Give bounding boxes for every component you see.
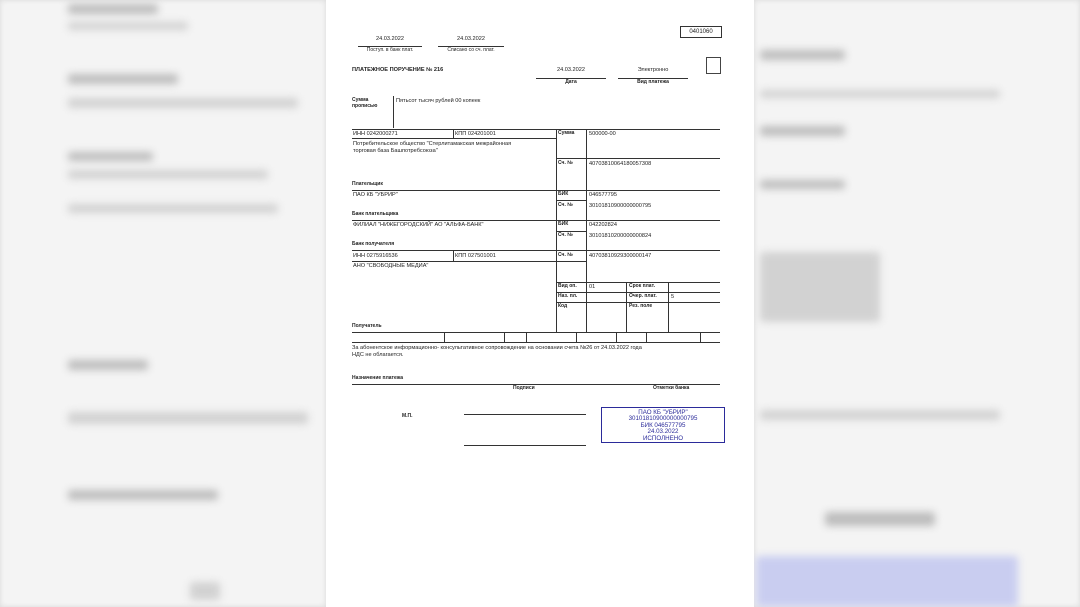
payer-name-2: торговая база Башпотребсоюза" [353, 148, 438, 154]
amount-words: Пятьсот тысяч рублей 00 копеек [396, 98, 481, 104]
debited-date: 24.03.2022 [457, 36, 485, 42]
bg-blur [68, 152, 153, 161]
grid-line [453, 129, 454, 138]
recipient-bank-name: ФИЛИАЛ "НИЖЕГОРОДСКИЙ" АО "АЛЬФА-БАНК" [353, 222, 484, 228]
bg-blur [760, 90, 1000, 98]
payer-bank-name: ПАО КБ "УБРИР" [353, 192, 398, 198]
amount-label: Сумма [558, 130, 575, 136]
recipient-bank-acct-label: Сч. № [558, 232, 573, 238]
purpose-label: Назначение платежа [352, 375, 404, 381]
op-type: 01 [589, 284, 596, 290]
grid-line [626, 282, 627, 332]
payment-mark-box [706, 57, 721, 74]
bg-blur [68, 22, 188, 30]
amount-value: 500000-00 [589, 131, 616, 137]
payer-account: 40703810064180057308 [589, 161, 652, 167]
pay-term-label: Срок плат. [629, 283, 655, 289]
grid-line [444, 332, 445, 342]
bg-blur [760, 252, 880, 322]
form-code: 0401060 [680, 26, 722, 38]
signature-line [464, 445, 586, 446]
stamp-line: ПАО КБ "УБРИР" [638, 409, 688, 416]
payment-type-label: Вид платежа [637, 79, 669, 85]
background-left [0, 0, 326, 607]
payer-name: Потребительское общество "Стерлитамакская межрайонная [353, 141, 512, 147]
op-type-label: Вид оп. [558, 283, 577, 289]
grid-line [352, 332, 720, 333]
payer-inn: ИНН 0242000271 [353, 131, 398, 137]
recipient-label: Получатель [352, 323, 382, 329]
grid-line [352, 190, 720, 191]
payer-bank-label: Банк плательщика [352, 211, 399, 217]
grid-line [352, 342, 720, 343]
grid-line [668, 282, 669, 332]
signature-line [464, 414, 586, 415]
payer-label: Плательщик [352, 181, 383, 187]
mp-label: М.П. [402, 413, 413, 419]
bg-blur [760, 50, 845, 60]
bank-marks-label: Отметки банка [653, 385, 690, 391]
recipient-bank-bik: 042202824 [589, 222, 617, 228]
stamp-line: 30101810900000000795 [628, 415, 698, 423]
recipient-bank-bik-label: БИК [558, 221, 569, 227]
bg-blur [68, 170, 268, 179]
debited-label: Списано со сч. плат. [447, 47, 495, 53]
payment-type: Электронно [637, 67, 669, 73]
bg-blur [68, 412, 308, 424]
stamp-line: 24.03.2022 [647, 428, 679, 436]
recipient-account: 40703810929300000147 [589, 253, 652, 259]
bg-blur [760, 180, 845, 189]
grid-line [556, 158, 720, 159]
bg-blur [756, 556, 1018, 607]
payment-order-document [326, 0, 754, 607]
bg-blur [190, 582, 220, 600]
bg-blur [68, 74, 178, 84]
received-date: 24.03.2022 [376, 36, 404, 42]
amount-words-label: Сумма [352, 97, 369, 103]
priority-label: Очер. плат. [629, 293, 657, 299]
code-label: Код [558, 303, 568, 309]
grid-line [504, 332, 505, 342]
purpose-code-label: Наз. пл. [558, 293, 578, 299]
payer-kpp: КПП 024201001 [455, 131, 496, 137]
order-date-label: Дата [565, 79, 577, 85]
grid-line [700, 332, 701, 342]
divider [393, 96, 394, 128]
amount-words-label-2: прописью [352, 103, 378, 109]
bg-blur [68, 360, 148, 370]
grid-line [352, 261, 556, 262]
bg-blur [68, 204, 278, 213]
bank-stamp [601, 407, 725, 443]
bg-blur [68, 490, 218, 500]
recipient-kpp: КПП 027501001 [455, 253, 496, 259]
grid-line [556, 261, 586, 262]
payer-account-label: Сч. № [558, 160, 573, 166]
stamp-line: БИК 046577795 [640, 421, 686, 429]
order-date: 24.03.2022 [557, 67, 585, 73]
payment-purpose-2: НДС не облагается. [352, 352, 404, 358]
payer-bank-corr-account: 30101810900000000795 [589, 203, 652, 209]
recipient-inn: ИНН 0275916536 [353, 253, 398, 259]
grid-line [453, 250, 454, 261]
recipient-bank-corr-account: 30101810200000000824 [589, 233, 652, 239]
grid-line [526, 332, 527, 342]
recipient-name: АНО "СВОБОДНЫЕ МЕДИА" [353, 263, 429, 269]
grid-line [576, 332, 577, 342]
document-title: ПЛАТЕЖНОЕ ПОРУЧЕНИЕ № 216 [352, 67, 444, 73]
signatures-label: Подписи [513, 385, 535, 391]
recipient-account-label: Сч. № [558, 252, 573, 258]
bg-blur [68, 98, 298, 108]
priority: 5 [671, 294, 675, 300]
bg-blur [68, 4, 158, 14]
stamp-line: ИСПОЛНЕНО [642, 434, 684, 442]
bg-blur [760, 126, 845, 136]
grid-line [352, 220, 720, 221]
bg-blur [825, 512, 935, 526]
payer-bank-acct-label: Сч. № [558, 202, 573, 208]
payer-bank-bik: 046577795 [589, 192, 617, 198]
grid-line [352, 250, 720, 251]
bg-blur [760, 410, 1000, 420]
reserve-label: Рез. поле [629, 303, 653, 309]
payment-purpose: За абонентское информационно- консультативное сопровождение на основании счета №26 от 24.03.2022 года [352, 345, 642, 351]
grid-line [352, 129, 720, 130]
recipient-bank-label: Банк получателя [352, 241, 395, 247]
grid-line [616, 332, 617, 342]
payer-bank-bik-label: БИК [558, 191, 569, 197]
grid-line [646, 332, 647, 342]
grid-line [556, 200, 586, 201]
grid-line [352, 138, 556, 139]
received-label: Поступ. в банк плат. [366, 47, 414, 53]
